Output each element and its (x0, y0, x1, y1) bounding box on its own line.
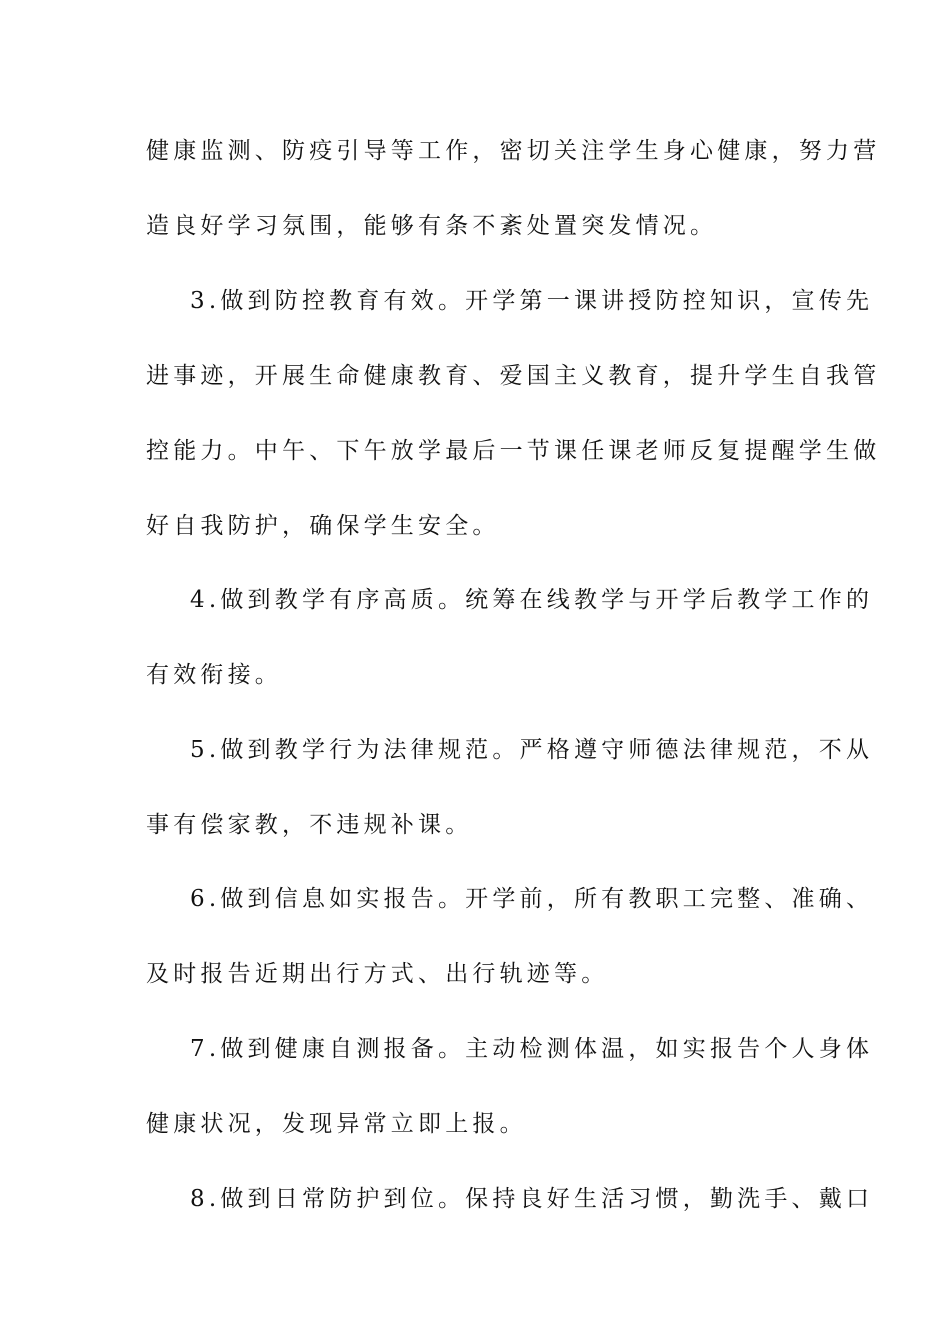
text-line: 健康监测、防疫引导等工作，密切关注学生身心健康，努力营 (146, 138, 881, 164)
text-line: 进事迹，开展生命健康教育、爱国主义教育，提升学生自我管 (146, 363, 881, 389)
paragraph-start-item-3: 3.做到防控教育有效。开学第一课讲授防控知识，宣传先 (190, 288, 874, 314)
text-line: 造良好学习氛围，能够有条不紊处置突发情况。 (146, 213, 718, 239)
paragraph-start-item-7: 7.做到健康自测报备。主动检测体温，如实报告个人身体 (190, 1036, 874, 1062)
paragraph-start-item-8: 8.做到日常防护到位。保持良好生活习惯，勤洗手、戴口 (190, 1186, 874, 1212)
text-line: 好自我防护，确保学生安全。 (146, 513, 500, 539)
paragraph-start-item-5: 5.做到教学行为法律规范。严格遵守师德法律规范，不从 (190, 737, 874, 763)
text-line: 及时报告近期出行方式、出行轨迹等。 (146, 961, 609, 987)
text-line: 健康状况，发现异常立即上报。 (146, 1111, 527, 1137)
text-line: 有效衔接。 (146, 662, 282, 688)
text-line: 控能力。中午、下午放学最后一节课任课老师反复提醒学生做 (146, 438, 881, 464)
paragraph-start-item-6: 6.做到信息如实报告。开学前，所有教职工完整、准确、 (190, 886, 874, 912)
text-line: 事有偿家教，不违规补课。 (146, 812, 473, 838)
paragraph-start-item-4: 4.做到教学有序高质。统筹在线教学与开学后教学工作的 (190, 587, 874, 613)
